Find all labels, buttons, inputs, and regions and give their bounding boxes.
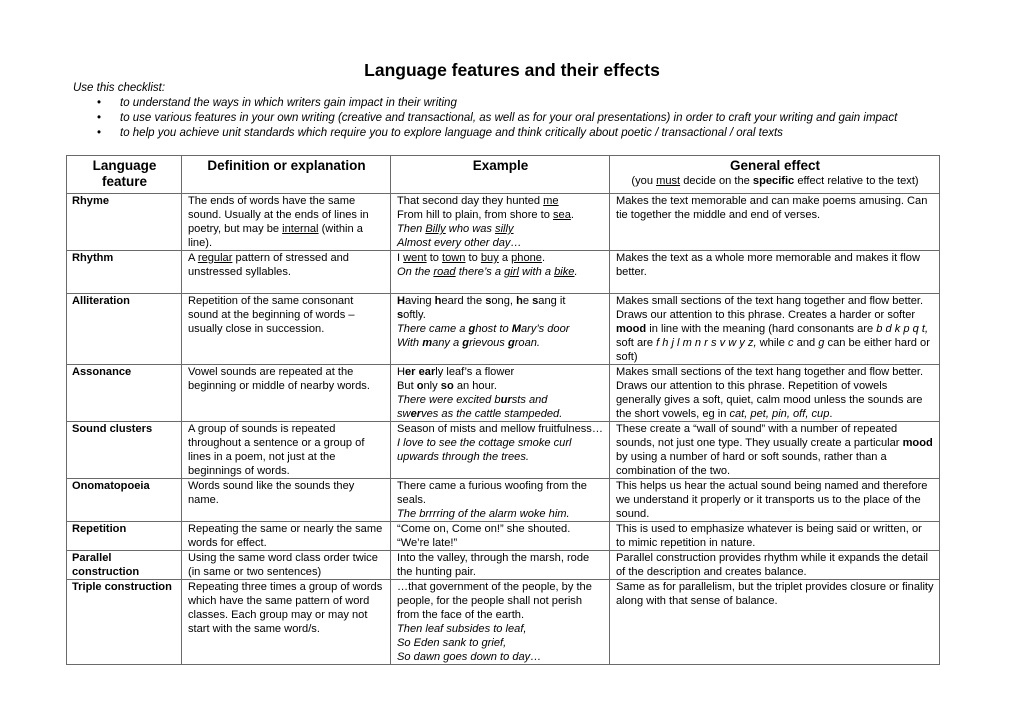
table-row	[67, 551, 940, 580]
example-cell: That second day they hunted me From hill to plain, from shore to sea. Then Billy who was silly Almost every other day…	[391, 194, 610, 251]
effect-cell: These create a “wall of sound” with a number of repeated sounds, not just one type. They usually create a particular mood by using a number of hard or soft sounds, rather than a combination of the two.	[610, 422, 940, 479]
feature-cell: Triple construction	[67, 580, 182, 665]
effect-cell: This is used to emphasize whatever is being said or written, or to mimic repetition in nature.	[610, 522, 940, 551]
example-cell: Her early leaf’s a flower But only so an hour. There were excited bursts and swerves as the cattle stampeded.	[391, 365, 610, 422]
feature-cell: Sound clusters	[67, 422, 182, 479]
bullet-item: • to help you achieve unit standards which require you to explore language and think critically about poetic / transactional / oral texts	[97, 127, 783, 139]
feature-cell: Rhythm	[67, 251, 182, 294]
definition-cell: Repetition of the same consonant sound at the beginning of words – usually close in succession.	[182, 294, 391, 365]
definition-cell: A regular pattern of stressed and unstressed syllables.	[182, 251, 391, 294]
effect-cell: Makes small sections of the text hang together and flow better. Draws our attention to this phrase. Creates a harder or softer mood in line with the meaning (hard consonants are b d k p q t, soft are f h j l m n r s v w y z, while c and g can be either hard or soft)	[610, 294, 940, 365]
effect-cell: This helps us hear the actual sound being named and therefore we understand it properly or it transports us to the place of the sound.	[610, 479, 940, 522]
table-row	[67, 422, 940, 479]
table-header-row	[67, 156, 940, 194]
header-feature: Language feature	[67, 156, 182, 194]
example-cell: Season of mists and mellow fruitfulness… I love to see the cottage smoke curl upwards through the trees.	[391, 422, 610, 479]
effect-cell: Makes small sections of the text hang together and flow better. Draws our attention to this phrase. Repetition of vowels generally gives a soft, quiet, calm mood unless the sounds are the short vowels, eg in cat, pet, pin, off, cup.	[610, 365, 940, 422]
header-effect-note: (you must decide on the specific effect relative to the text)	[631, 175, 919, 187]
bullet-list	[97, 96, 897, 141]
example-cell: “Come on, Come on!” she shouted. “We’re late!”	[391, 522, 610, 551]
effect-cell: Makes the text as a whole more memorable and makes it flow better.	[610, 251, 940, 294]
table-row	[67, 294, 940, 365]
feature-cell: Assonance	[67, 365, 182, 422]
header-definition: Definition or explanation	[182, 156, 391, 194]
features-table	[66, 155, 940, 665]
intro-text: Use this checklist:	[73, 82, 166, 94]
effect-cell: Makes the text memorable and can make poems amusing. Can tie together the middle and end of verses.	[610, 194, 940, 251]
table-row	[67, 479, 940, 522]
bullet-icon: •	[97, 97, 102, 109]
table-row	[67, 580, 940, 665]
feature-cell: Onomatopoeia	[67, 479, 182, 522]
table-row	[67, 522, 940, 551]
definition-cell: Using the same word class order twice (in same or two sentences)	[182, 551, 391, 580]
definition-cell: Vowel sounds are repeated at the beginning or middle of nearby words.	[182, 365, 391, 422]
feature-cell: Parallel construction	[67, 551, 182, 580]
header-effect: General effect (you must decide on the specific effect relative to the text)	[610, 156, 940, 194]
bullet-item: • to understand the ways in which writers gain impact in their writing	[97, 97, 457, 109]
definition-cell: Repeating three times a group of words which have the same pattern of word classes. Each group may or may not start with the same word/s.	[182, 580, 391, 665]
feature-cell: Rhyme	[67, 194, 182, 251]
table-row	[67, 251, 940, 294]
definition-cell: Words sound like the sounds they name.	[182, 479, 391, 522]
example-cell: Having heard the song, he sang it softly. There came a ghost to Mary’s door With many a grievous groan.	[391, 294, 610, 365]
table-row	[67, 365, 940, 422]
example-cell: There came a furious woofing from the seals. The brrrring of the alarm woke him.	[391, 479, 610, 522]
feature-cell: Alliteration	[67, 294, 182, 365]
bullet-icon: •	[97, 112, 102, 124]
bullet-icon: •	[97, 127, 102, 139]
table-row	[67, 194, 940, 251]
definition-cell: A group of sounds is repeated throughout a sentence or a group of lines in a poem, not just at the beginnings of words.	[182, 422, 391, 479]
bullet-item: • to use various features in your own writing (creative and transactional, as well as for your oral presentations) in order to craft your writing and gain impact	[97, 112, 898, 124]
definition-cell: Repeating the same or nearly the same words for effect.	[182, 522, 391, 551]
feature-cell: Repetition	[67, 522, 182, 551]
effect-cell: Same as for parallelism, but the triplet provides closure or finality along with that sense of balance.	[610, 580, 940, 665]
page-title: Language features and their effects	[364, 60, 660, 80]
definition-cell: The ends of words have the same sound. Usually at the ends of lines in poetry, but may be internal (within a line).	[182, 194, 391, 251]
example-cell: …that government of the people, by the people, for the people shall not perish from the face of the earth. Then leaf subsides to leaf, So Eden sank to grief, So dawn goes down to day…	[391, 580, 610, 665]
effect-cell: Parallel construction provides rhythm while it expands the detail of the description and creates balance.	[610, 551, 940, 580]
example-cell: Into the valley, through the marsh, rode the hunting pair.	[391, 551, 610, 580]
example-cell: I went to town to buy a phone. On the road there’s a girl with a bike.	[391, 251, 610, 294]
header-example: Example	[391, 156, 610, 194]
